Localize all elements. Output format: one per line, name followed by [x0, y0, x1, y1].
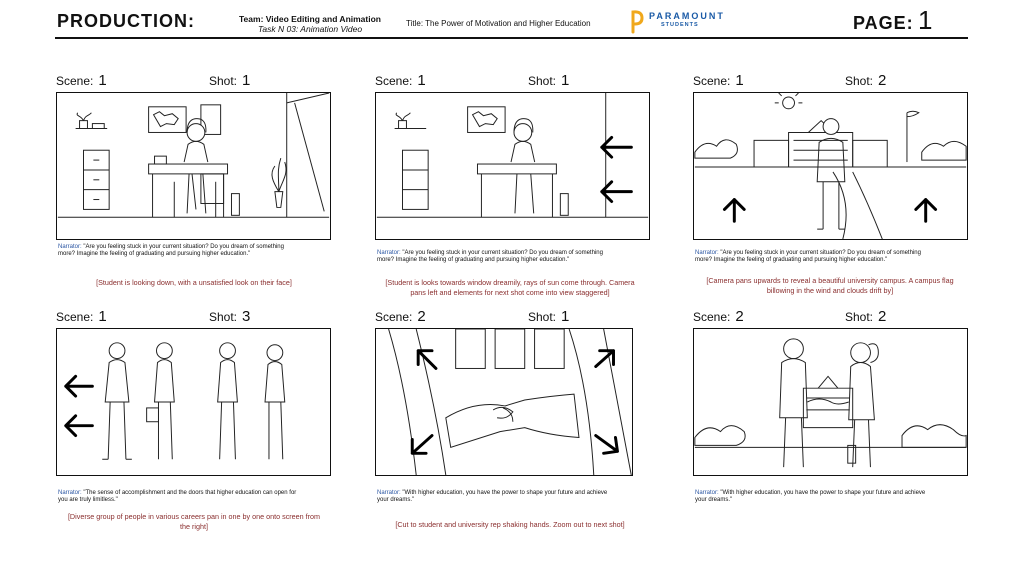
zoom-out-arrow	[596, 436, 618, 454]
storyboard-frame	[693, 328, 968, 476]
storyboard-frame	[693, 92, 968, 240]
handshake-campus-sketch	[694, 329, 967, 475]
storyboard-frame	[56, 328, 331, 476]
narration-text: Narrator: "With higher education, you have the power to shape your future and achieve your dreams."	[695, 490, 926, 503]
zoom-out-arrow	[596, 351, 614, 367]
logo-subtitle: STUDENTS	[661, 22, 699, 28]
scene-label: Scene: 1	[56, 72, 107, 89]
pan-up-arrow	[724, 200, 744, 222]
pan-up-arrow	[916, 200, 936, 222]
project-title: Title: The Power of Motivation and Higher Education	[406, 19, 591, 28]
careers-group-sketch	[57, 329, 330, 475]
header-divider	[55, 37, 968, 39]
shot-label: Shot: 1	[528, 72, 570, 89]
narration-text: Narrator: "Are you feeling stuck in your current situation? Do you dream of something more? Imagine the feeling of graduating and pursuing higher education."	[695, 250, 921, 263]
scene-label: Scene: 2	[375, 308, 426, 325]
logo-mark-icon	[628, 8, 646, 34]
scene-label: Scene: 2	[693, 308, 744, 325]
production-label: PRODUCTION:	[57, 11, 195, 31]
narration-text: Narrator: "With higher education, you have the power to shape your future and achieve your dreams."	[377, 490, 608, 503]
narration-text: Narrator: "The sense of accomplishment and the doors that higher education can open for you are truly limitless."	[58, 490, 297, 503]
scene-label: Scene: 1	[693, 72, 744, 89]
direction-note: [Camera pans upwards to reveal a beautiful university campus. A campus flag billowing in the wind and clouds drift by]	[706, 276, 954, 295]
shot-label: Shot: 3	[209, 308, 251, 325]
enter-left-arrow	[66, 416, 93, 436]
task-name: Task N 03: Animation Video	[257, 24, 363, 34]
team-info	[215, 14, 405, 34]
storyboard-frame	[375, 328, 633, 476]
narration-text: Narrator: "Are you feeling stuck in your current situation? Do you dream of something more? Imagine the feeling of graduating and pursuing higher education."	[377, 250, 603, 263]
shot-label: Shot: 2	[845, 72, 887, 89]
storyboard-frame	[375, 92, 650, 240]
shot-label: Shot: 1	[528, 308, 570, 325]
page-label: PAGE:	[853, 13, 914, 33]
zoom-out-arrow	[412, 436, 432, 454]
enter-left-arrow	[66, 376, 93, 396]
campus-reveal-sketch	[694, 93, 967, 239]
narration-text: Narrator: "Are you feeling stuck in your current situation? Do you dream of something more? Imagine the feeling of graduating and pursuing higher education."	[58, 244, 284, 257]
paramount-logo	[628, 8, 725, 34]
student-window-sketch	[376, 93, 649, 239]
direction-note: [Diverse group of people in various careers pan in one by one onto screen from the right]	[67, 512, 321, 531]
shot-label: Shot: 2	[845, 308, 887, 325]
storyboard-frame	[56, 92, 331, 240]
logo-name: PARAMOUNT	[649, 11, 725, 21]
direction-note: [Student is looking down, with a unsatisfied look on their face]	[96, 278, 292, 287]
team-name: Team: Video Editing and Animation	[239, 14, 381, 24]
shot-label: Shot: 1	[209, 72, 251, 89]
office-student-sketch	[57, 93, 330, 239]
zoom-out-arrow	[418, 351, 436, 369]
pan-left-arrow	[602, 182, 632, 202]
pan-left-arrow	[602, 137, 632, 157]
page-number: 1	[918, 5, 933, 35]
direction-note: [Cut to student and university rep shaking hands. Zoom out to next shot]	[395, 520, 625, 529]
handshake-closeup-sketch	[376, 329, 632, 475]
scene-label: Scene: 1	[56, 308, 107, 325]
scene-label: Scene: 1	[375, 72, 426, 89]
direction-note: [Student is looks towards window dreamily, rays of sun come through. Camera pans left and elements for next shot come into view staggered]	[385, 278, 635, 297]
